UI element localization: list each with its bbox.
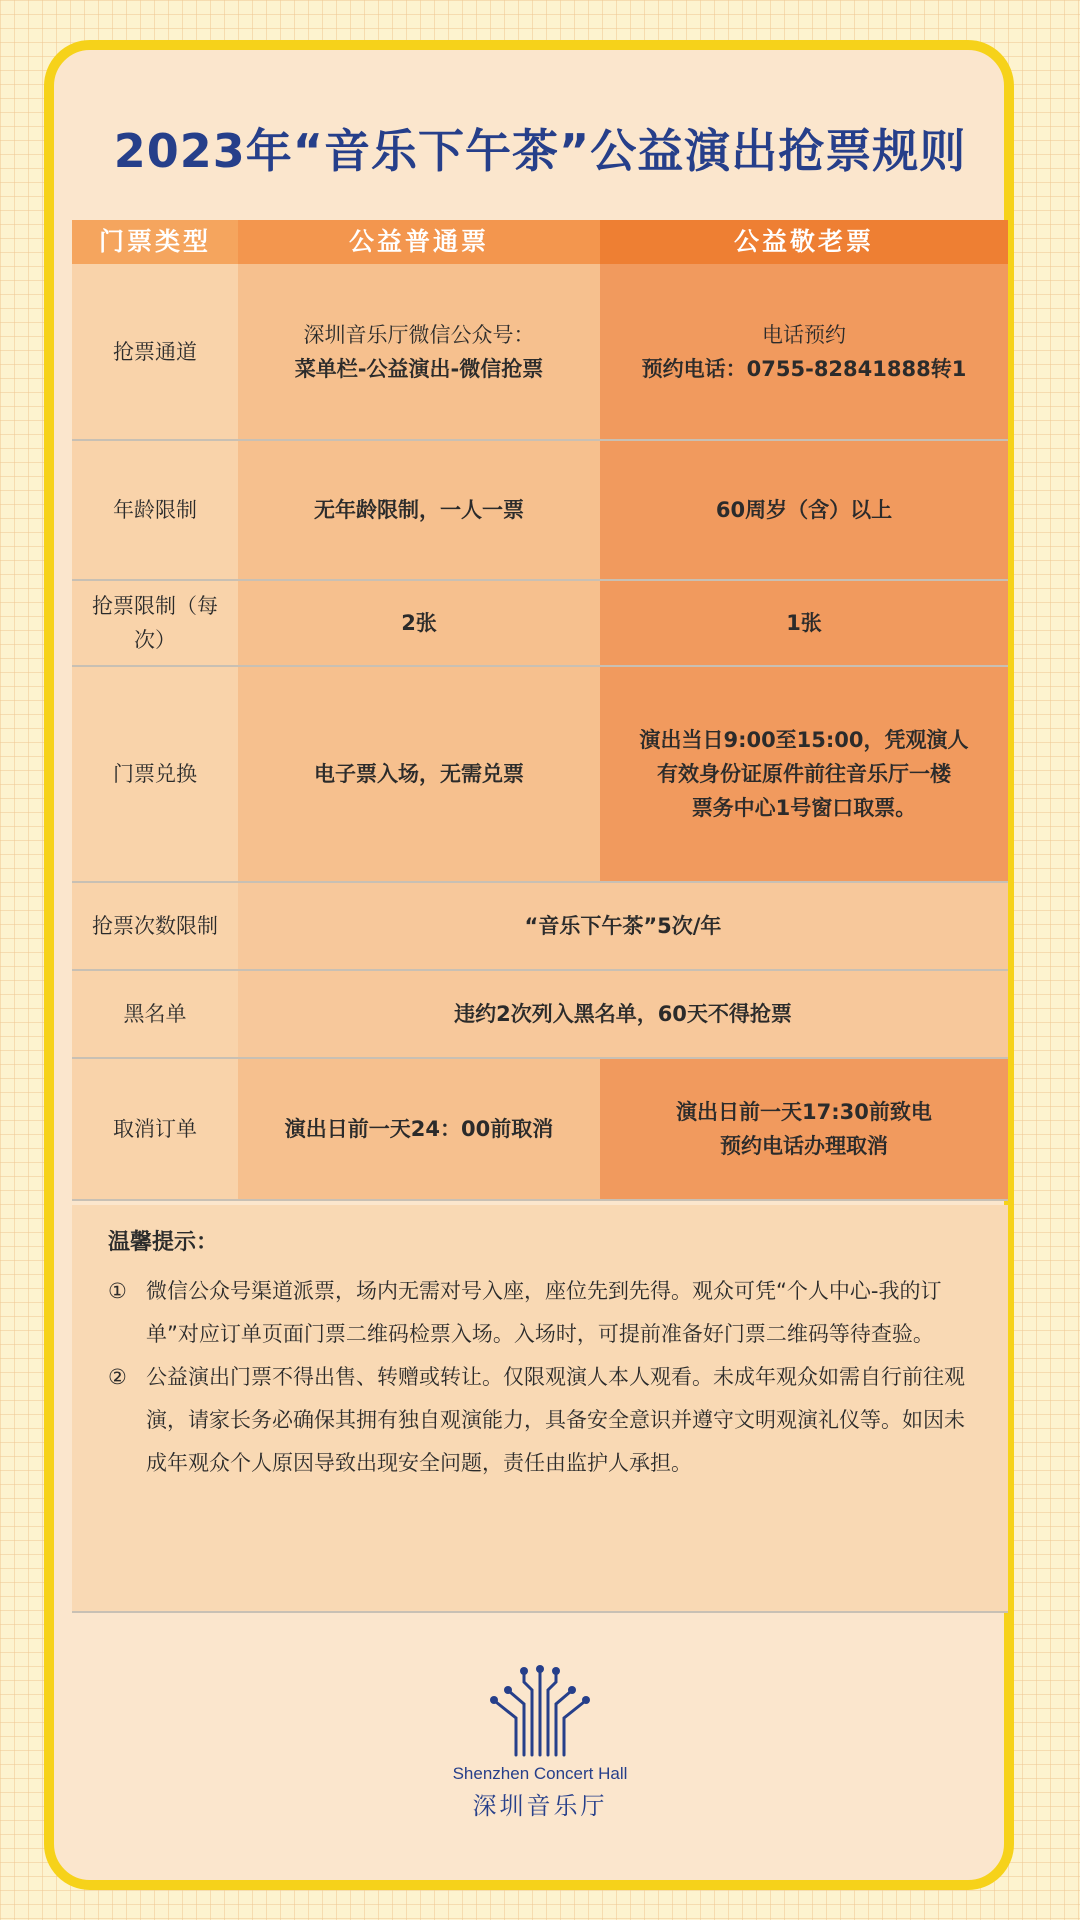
tip-item <box>108 1356 968 1485</box>
logo-text-cn: 深圳音乐厅 <box>472 1792 608 1820</box>
table-header-row <box>72 220 1008 264</box>
row-label-limit: 抢票限制（每次） <box>72 580 238 666</box>
row-label-age: 年龄限制 <box>72 440 238 580</box>
row-label-times: 抢票次数限制 <box>72 882 238 970</box>
header-ticket-type: 门票类型 <box>72 220 238 264</box>
row-label-channel: 抢票通道 <box>72 264 238 440</box>
cell-elderly-limit: 1张 <box>600 580 1008 666</box>
cell-elderly-channel <box>600 264 1008 440</box>
elderly-exchange-line3: 票务中心1号窗口取票。 <box>691 796 917 820</box>
table-row <box>72 882 1008 970</box>
page-title: 2023年“音乐下午茶”公益演出抢票规则 <box>113 124 967 178</box>
elderly-channel-line1: 电话预约 <box>762 322 846 347</box>
elderly-cancel-line1: 演出日前一天17:30前致电 <box>676 1100 932 1124</box>
row-label-cancel: 取消订单 <box>72 1058 238 1200</box>
table-row <box>72 440 1008 580</box>
header-elderly-ticket: 公益敬老票 <box>600 220 1008 264</box>
concert-hall-logo <box>430 1660 650 1850</box>
rules-table <box>72 220 1008 1201</box>
logo-text-en: Shenzhen Concert Hall <box>452 1764 628 1783</box>
header-normal-ticket: 公益普通票 <box>238 220 600 264</box>
tip-item <box>108 1270 968 1356</box>
table-row <box>72 1058 1008 1200</box>
elderly-channel-line2: 预约电话：0755-82841888转1 <box>641 356 967 381</box>
tip-number: ② <box>108 1365 127 1389</box>
table-row <box>72 264 1008 440</box>
normal-channel-line2: 菜单栏-公益演出-微信抢票 <box>294 356 544 381</box>
row-label-exchange: 门票兑换 <box>72 666 238 882</box>
cell-normal-channel <box>238 264 600 440</box>
cell-normal-exchange: 电子票入场，无需兑票 <box>238 666 600 882</box>
cell-normal-limit: 2张 <box>238 580 600 666</box>
tip-text: 微信公众号渠道派票，场内无需对号入座，座位先到先得。观众可凭“个人中心-我的订单”对应订单页面门票二维码检票入场。入场时，可提前准备好门票二维码等待查验。 <box>146 1279 942 1346</box>
normal-channel-line1: 深圳音乐厅微信公众号： <box>303 322 535 347</box>
cell-elderly-age: 60周岁（含）以上 <box>600 440 1008 580</box>
cell-elderly-exchange <box>600 666 1008 882</box>
table-row <box>72 666 1008 882</box>
table-row <box>72 580 1008 666</box>
elderly-exchange-line2: 有效身份证原件前往音乐厅一楼 <box>657 762 951 786</box>
tips-box <box>72 1205 1008 1613</box>
elderly-exchange-line1: 演出当日9:00至15:00，凭观演人 <box>639 728 969 752</box>
concert-hall-logo-icon <box>480 1660 600 1760</box>
cell-normal-age: 无年龄限制，一人一票 <box>238 440 600 580</box>
cell-times-value: “音乐下午茶”5次/年 <box>238 882 1008 970</box>
tip-text: 公益演出门票不得出售、转赠或转让。仅限观演人本人观看。未成年观众如需自行前往观演，请家长务必确保其拥有独自观演能力，具备安全意识并遵守文明观演礼仪等。如因未成年观众个人原因导致出现安全问题，责任由监护人承担。 <box>146 1365 965 1475</box>
cell-elderly-cancel <box>600 1058 1008 1200</box>
table-row <box>72 970 1008 1058</box>
tips-title: 温馨提示： <box>108 1230 219 1255</box>
elderly-cancel-line2: 预约电话办理取消 <box>720 1134 888 1158</box>
cell-normal-cancel: 演出日前一天24：00前取消 <box>238 1058 600 1200</box>
tip-number: ① <box>108 1279 127 1303</box>
row-label-blacklist: 黑名单 <box>72 970 238 1058</box>
cell-blacklist-value: 违约2次列入黑名单，60天不得抢票 <box>238 970 1008 1058</box>
